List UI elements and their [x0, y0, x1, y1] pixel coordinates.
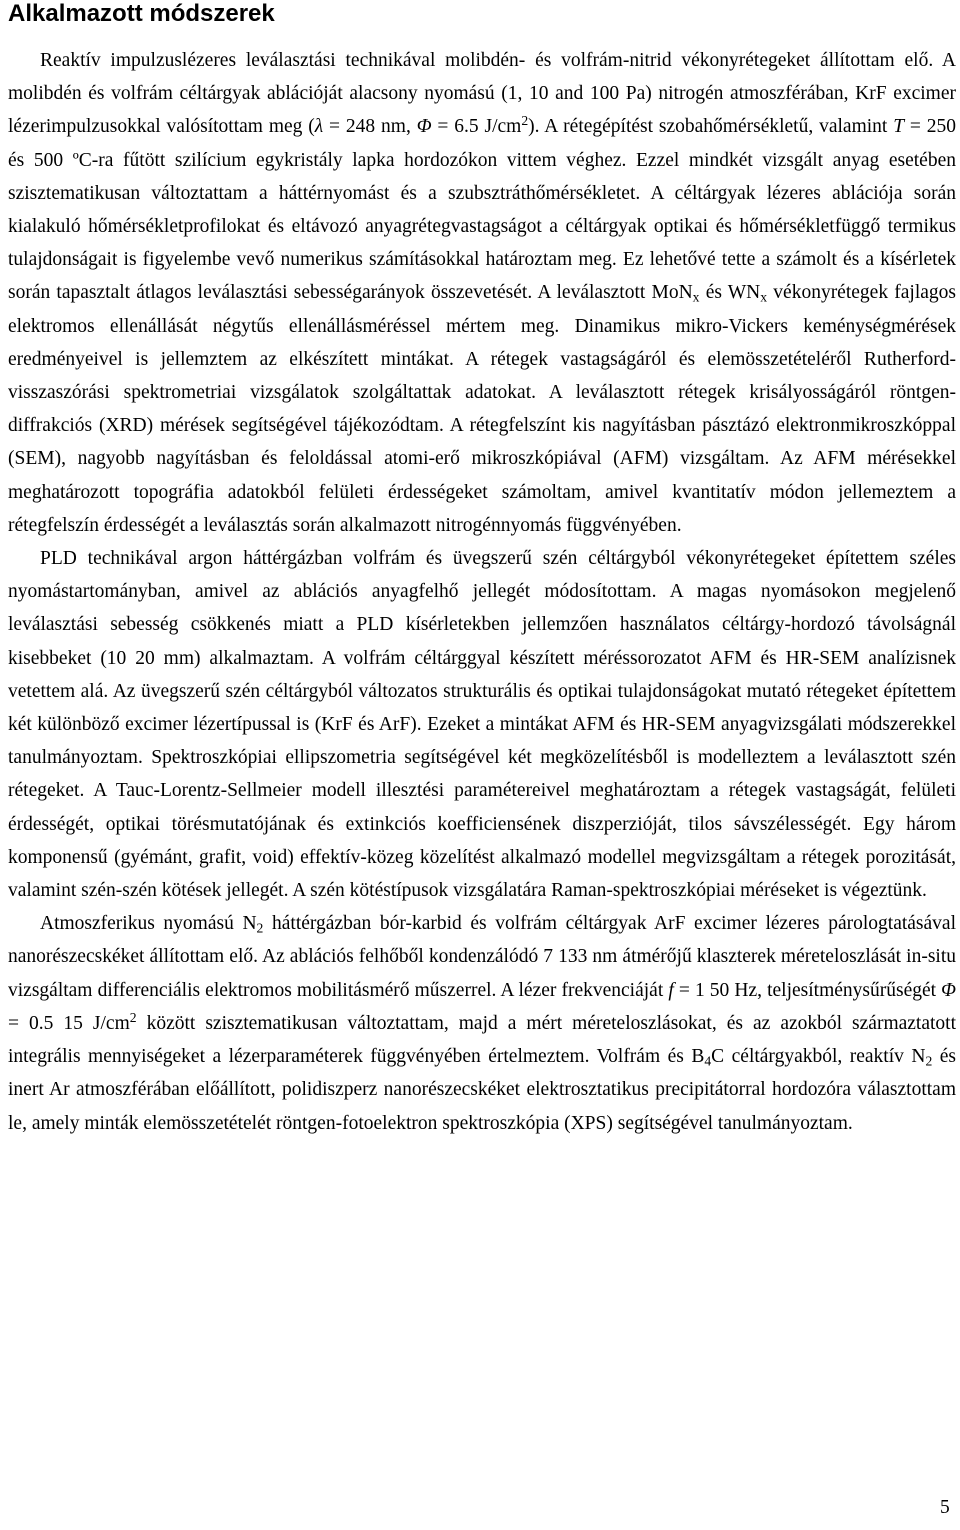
p1-text-5: = 250 és 500 ºC-ra fűtött szilícium egykristály lapka hordozókon vittem véghez. Ezzel mindkét vizsgált anyag esetében szisztematikusan változtattam a háttérnyomást és a szubsztráthőmérsékletet. A céltárgyak lézeres ablációja során kialakuló hőmérsékletprofilokat és eltávozó anyagrétegvastagságot a céltárgyak optikai és hőmérsékletfüggő termikus tulajdonságait is figyelembe vevő numerikus számításokkal határoztam meg. Ez lehetővé tette a számolt és a kísérletek során tapasztalt átlagos leválasztási sebességarányok összevetését. A leválasztott MoN: [8, 116, 957, 304]
p3-text-6: C céltárgyakból, reaktív N: [711, 1046, 926, 1068]
subscript-4: 4: [704, 1053, 712, 1069]
p1-text-7: vékonyrétegek fajlagos elektromos ellenállását négytűs ellenállásméréssel mértem meg. Dinamikus mikro-Vickers keménységmérések eredményeivel is jellemztem az elkészített mintákat. A rétegek vastagságáról és elemösszetételéről Rutherford-visszaszórási spektrometriai vizsgálatok szolgáltattak adatokat. A leválasztott rétegek krisályosságáról röntgen-diffrakciós (XRD) mérések segítségével tájékozódtam. A rétegfelszínt kis nagyításban pásztázó elektronmikroszkóppal (SEM), nagyobb nagyításban és feloldással atomi-erő mikroszkópiával (AFM) vizsgáltam. Az AFM mérésekkel meghatározott topográfia adatokból felületi érdességeket számoltam, amivel kvantitatív módon jellemeztem a rétegfelszín érdességét a leválasztás során alkalmazott nitrogénnyomás függvényében.: [8, 282, 956, 536]
section-heading: Alkalmazott módszerek: [8, 0, 275, 27]
p3-text-5: között szisztematikusan változtattam, majd a mért méreteloszlásokat, és az azokból származtatott integrális mennyiségeket a lézerparaméterek függvényében értelmeztem. Volfrám és B: [8, 1012, 957, 1068]
p3-text-4: = 0.5 15 J/cm: [8, 1012, 130, 1034]
p3-text-2: háttérgázban bór-karbid és volfrám céltárgyak ArF excimer lézeres párologtatásával nanorészecskéket állítottam elő. Az ablációs felhőből kondenzálódó 7 133 nm átmérőjű klaszterek méreteloszlását in-situ vizsgáltam differenciális elektromos mobilitásmérő műszerrel. A lézer frekvenciáját: [8, 913, 956, 1001]
p3-text-1: Atmoszferikus nyomású N: [40, 913, 257, 935]
p1-text-6: és WN: [699, 282, 761, 304]
lambda-symbol: λ: [314, 116, 324, 138]
p1-text-3: = 6.5 J/cm: [431, 116, 522, 138]
body-text: [8, 44, 956, 1140]
superscript-2: 2: [521, 113, 529, 129]
phi-symbol: Φ: [941, 979, 956, 1001]
subscript-2: 2: [256, 920, 264, 936]
paragraph-3: [8, 907, 956, 1139]
paragraph-2: PLD technikával argon háttérgázban volfrám és üvegszerű szén céltárgyból vékonyrétegeket építettem széles nyomástartományban, amivel az ablációs anyagfelhő jellegét módosítottam. A magas nyomásokon megjelenő leválasztási sebesség csökkenés miatt a PLD kísérletekben jellemzően használatos céltárgy-hordozó távolságnál kisebbeket (10 20 mm) alkalmaztam. A volfrám céltárggyal készített méréssorozatot AFM és HR-SEM analízisnek vetettem alá. Az üvegszerű szén céltárgyból változatos strukturális és optikai tulajdonságokat mutató rétegeket építettem két különböző excimer lézertípussal is (KrF és ArF). Ezeket a mintákat AFM és HR-SEM anyagvizsgálati módszerekkel tanulmányoztam. Spektroszkópiai ellipszometria segítségével két megközelítésből is modelleztem a leválasztott szén rétegeket. A Tauc-Lorentz-Sellmeier modell illesztési paramétereivel meghatároztam a rétegek vastagságát, felületi érdességét, optikai törésmutatójának és extinkciós koefficiensének diszperzióját, tilos sávszélességét. Egy három komponensű (gyémánt, grafit, void) effektív-közeg közelítést alkalmazó modellel megvizsgáltam a rétegek porozitását, valamint szén-szén kötések jellegét. A szén kötéstípusok vizsgálatára Raman-spektroszkópiai méréseket is végeztünk.: [8, 548, 956, 902]
subscript-x: x: [760, 289, 768, 305]
frequency-symbol: f: [668, 979, 674, 1001]
phi-symbol: Φ: [416, 116, 432, 138]
superscript-2: 2: [129, 1010, 137, 1026]
p1-text-2: = 248 nm,: [323, 116, 417, 138]
p1-text-1: Reaktív impulzuslézeres leválasztási technikával molibdén- és volfrám-nitrid vékonyrétegeket állítottam elő. A molibdén és volfrám céltárgyak ablációját alacsony nyomású (1, 10 and 100 Pa) nitrogén atmoszférában, KrF excimer lézerimpulzusokkal valósítottam meg (: [8, 50, 956, 138]
subscript-2: 2: [925, 1053, 933, 1069]
p3-text-3: = 1 50 Hz, teljesítménysűrűségét: [673, 979, 942, 1001]
paragraph-1: [8, 44, 956, 542]
p3-text-7: és inert Ar atmoszférában előállított, polidiszperz nanorészecskéket elektrosztatikus precipitátorral hordozóra választottam le, amely minták elemösszetételét röntgen-fotoelektron spektroszkópia (XPS) segítségével tanulmányoztam.: [8, 1046, 956, 1134]
subscript-x: x: [692, 289, 700, 305]
p1-text-4: ). A rétegépítést szobahőmérsékletű, valamint: [528, 116, 894, 138]
temperature-symbol: T: [893, 116, 905, 138]
page-number: 5: [940, 1497, 950, 1518]
